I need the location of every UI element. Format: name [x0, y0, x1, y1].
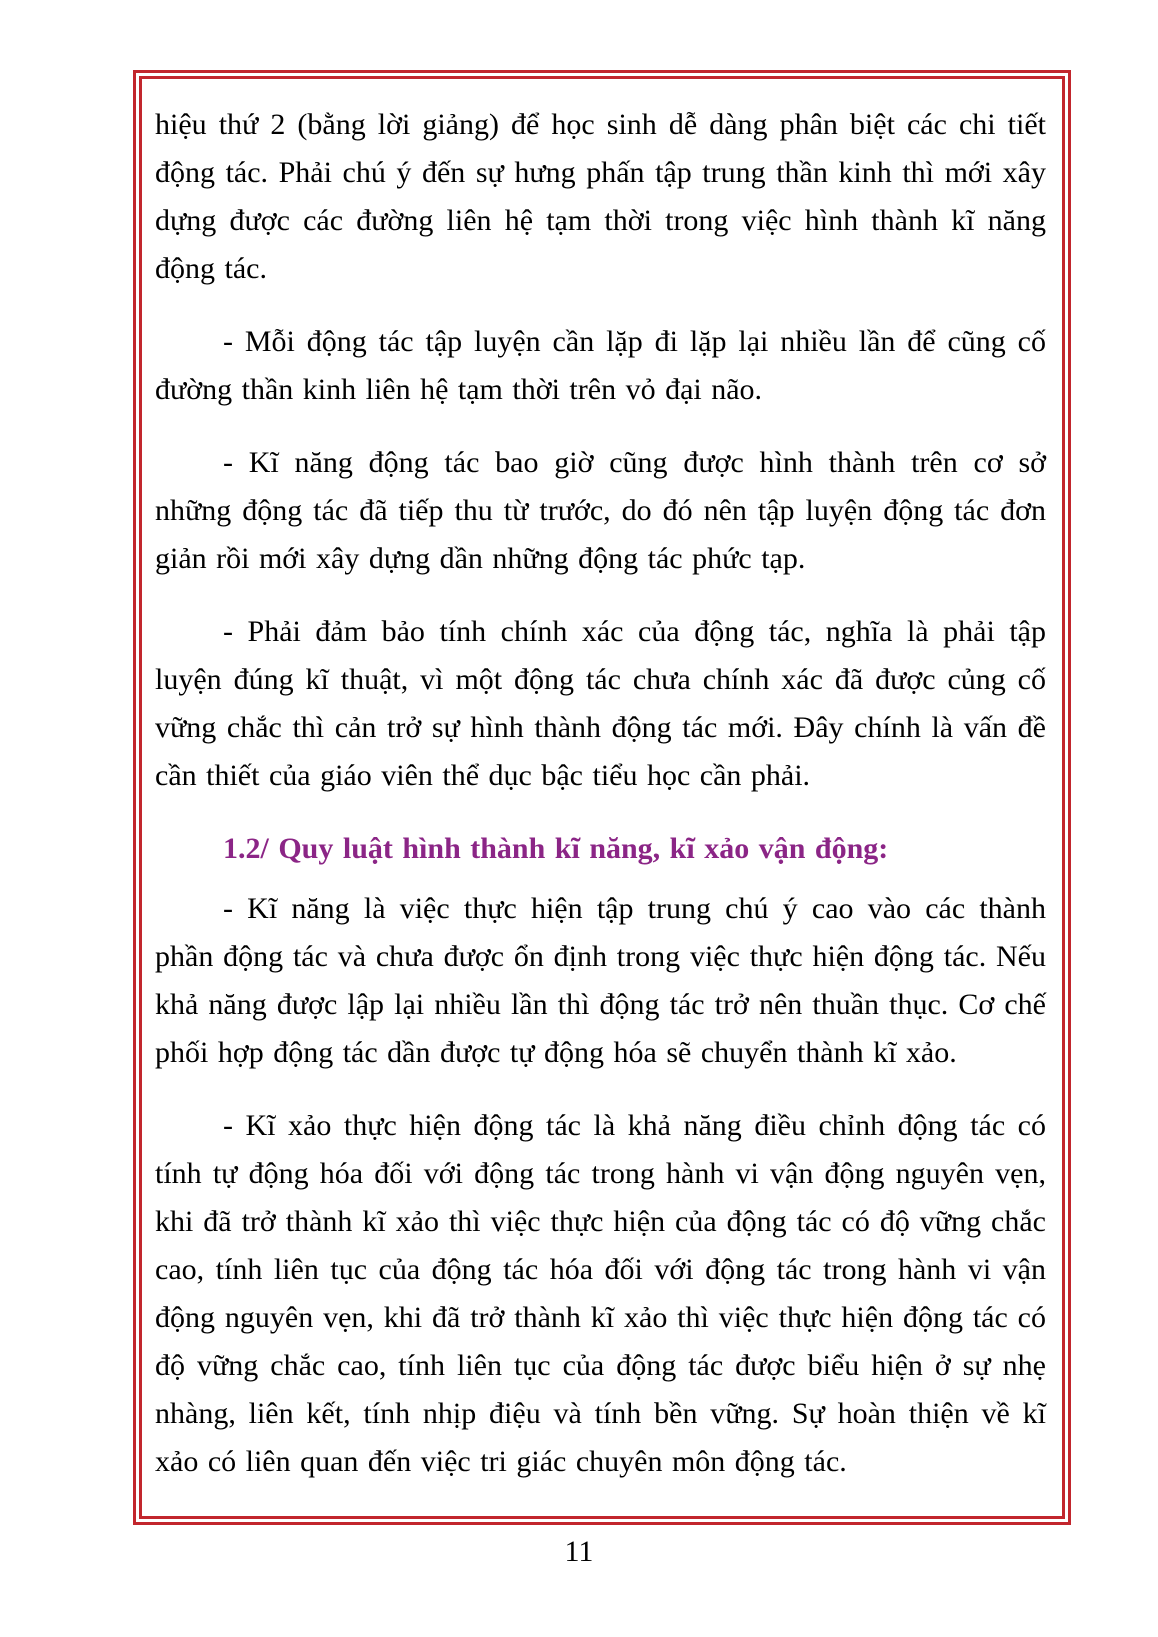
paragraph: - Kĩ xảo thực hiện động tác là khả năng điều chỉnh động tác có tính tự động hóa đối với động tác trong hành vi vận động nguyên vẹn, khi đã trở thành kĩ xảo thì việc thực hiện của động tác có độ vững chắc cao, tính liên tục của động tác hóa đối với động tác trong hành vi vận động nguyên vẹn, khi đã trở thành kĩ xảo thì việc thực hiện động tác có độ vững chắc cao, tính liên tục của động tác được biểu hiện ở sự nhẹ nhàng, liên kết, tính nhịp điệu và tính bền vững. Sự hoàn thiện về kĩ xảo có liên quan đến việc tri giác chuyên môn động tác. — [155, 1109, 1046, 1478]
paragraph: - Kĩ năng là việc thực hiện tập trung chú ý cao vào các thành phần động tác và chưa được ổn định trong việc thực hiện động tác. Nếu khả năng được lập lại nhiều lần thì động tác trở nên thuần thục. Cơ chế phối hợp động tác dần được tự động hóa sẽ chuyển thành kĩ xảo. — [155, 892, 1046, 1069]
page-border-frame-inner — [139, 76, 1065, 1519]
document-body — [142, 79, 1062, 1516]
page-border-frame — [133, 70, 1071, 1525]
section-heading: 1.2/ Quy luật hình thành kĩ năng, kĩ xảo vận động: — [223, 832, 889, 865]
paragraph: - Kĩ năng động tác bao giờ cũng được hình thành trên cơ sở những động tác đã tiếp thu từ trước, do đó nên tập luyện động tác đơn giản rồi mới xây dựng dần những động tác phức tạp. — [155, 446, 1046, 575]
paragraph: - Mỗi động tác tập luyện cần lặp đi lặp lại nhiều lần để cũng cố đường thần kinh liên hệ tạm thời trên vỏ đại não. — [155, 325, 1046, 406]
paragraph: hiệu thứ 2 (bằng lời giảng) để học sinh dễ dàng phân biệt các chi tiết động tác. Phải chú ý đến sự hưng phấn tập trung thần kinh thì mới xây dựng được các đường liên hệ tạm thời trong việc hình thành kĩ năng động tác. — [155, 108, 1046, 285]
paragraph: - Phải đảm bảo tính chính xác của động tác, nghĩa là phải tập luyện đúng kĩ thuật, vì một động tác chưa chính xác đã được củng cố vững chắc thì cản trở sự hình thành động tác mới. Đây chính là vấn đề cần thiết của giáo viên thể dục bậc tiểu học cần phải. — [155, 615, 1046, 792]
page-number: 11 — [564, 1535, 594, 1568]
